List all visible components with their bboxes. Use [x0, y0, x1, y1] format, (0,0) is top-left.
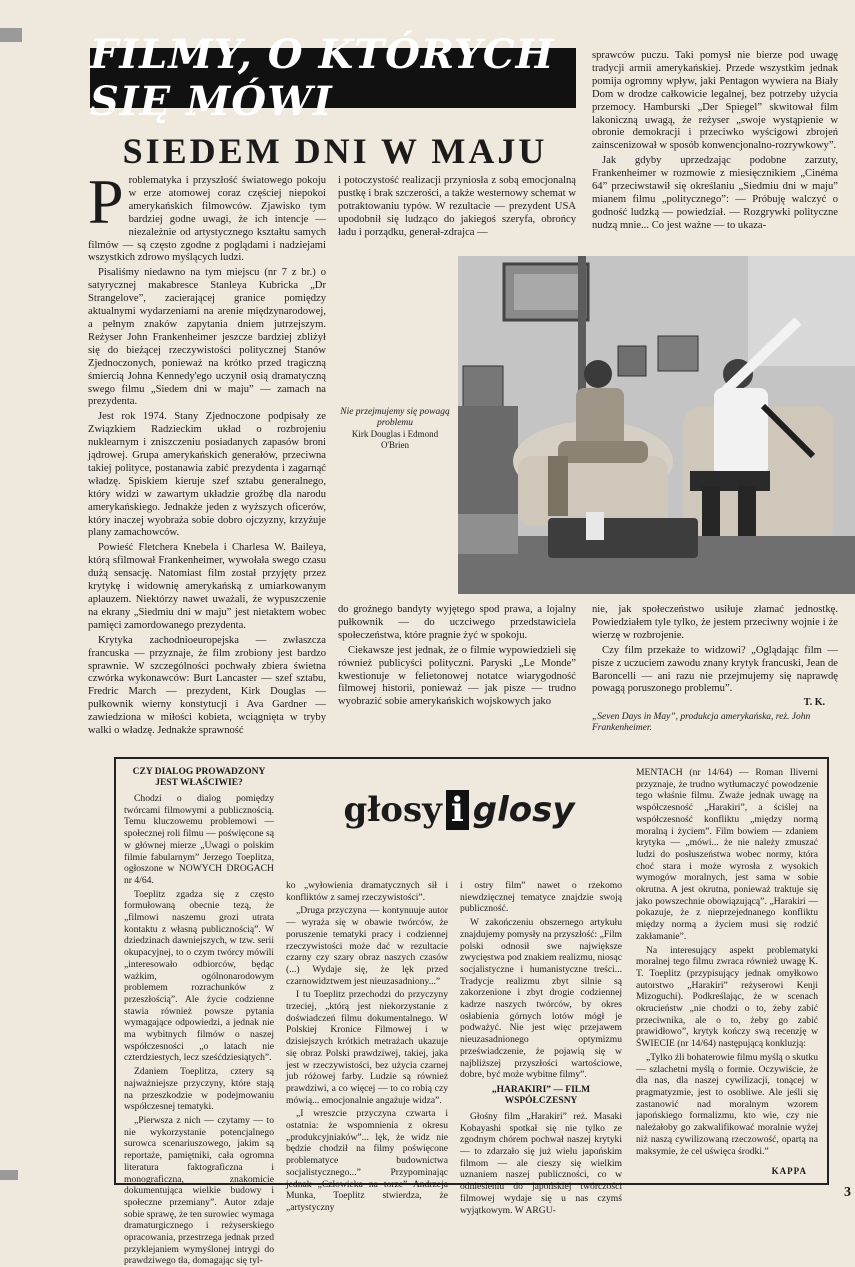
- article-paragraph: I tu Toeplitz przechodzi do przyczyny trzeciej, „którą jest niekorzystanie z doświadczeń filmu dokumentalnego. W Polskiej Kronice Filmowej i w dzisiejszych krótkich metrażach ukazuje się obraz Polski prawdziwej, takiej, jaka jest w rzeczywistości, bez użycia czarnej jub różowej farby. Ludzie są również prawdziwi, a co więcej — to co robią czy mówią... emocjonalnie angażuje widza”.: [286, 989, 448, 1106]
- article-paragraph: Pisaliśmy niedawno na tym miejscu (nr 7 z br.) o satyrycznej makabresce Stanleya Kubricka „Dr Strangelove”, zacierającej granice pomiędzy aktualnymi wydarzeniami na arenie międzynarodowej, a pełnym znaków zapytania dniem jutrzejszym. Reżyser John Frankenheimer jeszcze bardziej zbliżył się do bieżącej rzeczywistości politycznej Stanów Zjednoczonych, ponieważ na krótko przed tragiczną śmiercią Johna Kennedy'ego uczynił osią dramatyczną swego filmu „Siedem dni w maju” — zamach na prezydenta.: [88, 267, 326, 408]
- edge-mark: [0, 1170, 18, 1180]
- article-paragraph: Na interesujący aspekt problematyki moralnej tego filmu zwraca również uwagę K. T. Toeplitz (przypisujący jednak omyłkowo autorstwo „Harakiri” reżyserowi Kenji Mizoguchi). Podkreślając, że w scenach okrucieństw „nie chodzi o to, żeby zabić przeciwnika, ale o to, żeby go zabić prawidłowo”, krytyk kończy swą recenzję w ŚWIECIE (nr 14/64) następującą konkluzją:: [636, 944, 818, 1050]
- article-paragraph: Toeplitz zgadza się z często formułowaną obecnie tezą, że „filmowi naszemu grozi utrata kontaktu z własną publicznością”. W dziedzinach dawniejszych, w tzw. serii okupacyjnej, to o czym twórcy mówili „interesowało odbiorców, będąc ważkim, ogólnonarodowym problemem rozrachunków z przeszłością”. Ale życie codzienne stawia również powsze pytania wymagające odpowiedzi, a jednak nie ma wybitnych filmów o naszej współczesności „o latach nie czterdziestych, lecz sześćdziesiątych”.: [124, 888, 274, 1064]
- article-paragraph: Ciekawsze jest jednak, że o filmie wypowiedzieli się również publicyści polityczni. Paryski „Le Monde” kwestionuje w felietonowej notatce wiarygodność filmowej historii, ponieważ — jak pisze — trudno wyobrazić sobie amerykańskich wojskowych jako: [338, 644, 576, 708]
- article-paragraph: Powieść Fletchera Knebela i Charlesa W. Baileya, którą sfilmował Frankenheimer, wywołała swego czasu dużą sensację. Natomiast film został przyjęty przez krytykę i widownię amerykańską z umiarkowanym aplauzem. Niektórzy nawet uważali, że wypuszczenie na ekrany „Siedmiu dni w maju” jest nietaktem wobec pamięci zamordowanego prezydenta.: [88, 542, 326, 631]
- photo-caption-text: Nie przejmujemy się powagą problemu: [340, 407, 450, 428]
- article-signature: T. K.: [803, 697, 825, 708]
- article-paragraph: „I wreszcie przyczyna czwarta i ostatnia: że wspomnienia z okresu „produkcyjniaków”... lęk, że widz nie będzie chodził na filmy poświęcone problematyce budownictwa socjalistycznego...” Przypominając jednak „Człowieka na torze” Andrzeja Munka, Toeplitz stwierdza, że „artystyczny: [286, 1108, 448, 1213]
- article-paragraph: Czy film przekaże to widzowi? „Oglądając film — pisze z uczuciem zawodu znany krytyk francuski, Jean de Baroncelli — ani razu nie przejmujemy się naprawdę powagą poruszonego problemu”.: [592, 644, 838, 695]
- film-still-photo: [458, 256, 855, 594]
- photo-credit: Kirk Douglas i Edmond O'Brien: [351, 429, 439, 450]
- article-column-3-top: [592, 50, 838, 254]
- article-paragraph: „Tylko źli bohaterowie filmu myślą o skutku — szlachetni myślą o formie. Oczywiście, że dla nas, dla naszej cywilizacji, tonącej w pragmatyzmie, jest to osobliwe. Ale jeśli się zastanowić nad moralnym wzorem japońskiego formalizmu, kto wie, czy nie należałoby go zakwalifikować moralnie wyżej niż naszą cywilizowaną rzeczowość, opartą na maksymie, że cel uświęca środki.”: [636, 1051, 818, 1157]
- drop-cap: P: [88, 166, 124, 237]
- photo-caption: [338, 407, 452, 451]
- article-paragraph: i ostry film” nawet o rzekomo niewdzięcznej tematyce znajdzie swoją publiczność.: [460, 880, 622, 915]
- article-column-1: [88, 166, 326, 737]
- article-paragraph: sprawców puczu. Taki pomysł nie bierze pod uwagę tradycji armii amerykańskiej. Przede wszystkim jednak pomija ogromny wpływ, jaki Pentagon wywiera na Biały Dom w drodze całkowicie legalnej, bez potrzeby użycia przemocy. Hamburski „Der Spiegel” skwitował film lakoniczną uwagą, że reżyser „swoje wystąpienie w obronie demokracji i przeciwko wyścigowi zbrojeń zainscenizował w sposób konwencjonalno-rozrywkowy”.: [592, 50, 838, 152]
- article-paragraph: Krytyka zachodnioeuropejska — zwłaszcza francuska — przyznaje, że film zrobiony jest bardzo sprawnie. W szczególności pochwały zbiera świetna czwórka wykonawców: Burt Lancaster — szef sztabu, Fredric March — prezydent, Kirk Douglas — pułkownik wierny konstytucji i Ava Gardner — zawiedziona w miłości kobieta, wciągnięta w tryby walki o władzę. Jednakże sprawność: [88, 634, 326, 737]
- article-paragraph: i potoczystość realizacji przyniosła z sobą emocjonalną pustkę i brak szczerości, a także westernowy schemat w potraktowaniu typów. W rezultacie — prezydent USA upodobnił się ludząco do jakiegoś szeryfa, obrońcy ładu i porządku, generał-zdrajca —: [338, 175, 576, 238]
- edge-mark: [0, 28, 22, 42]
- article-paragraph: nie, jak społeczeństwo usiłuje złamać jednostkę. Powiedziałem tyle tylko, że jestem przeciwny wojnie i że wierzę w rozbrojenie.: [592, 604, 838, 641]
- page-number: 3: [844, 1185, 851, 1200]
- article-column-3-bottom: [592, 604, 838, 696]
- film-footnote: „Seven Days in May”, produkcja amerykańska, reż. John Frankenheimer.: [592, 712, 811, 733]
- article-title: SIEDEM DNI W MAJU: [122, 131, 548, 171]
- glosy-column-3: [460, 880, 622, 1216]
- subsection-heading: „HARAKIRI” — FILM WSPÓŁCZESNY: [491, 1084, 591, 1106]
- glosy-column-1: [124, 767, 274, 1267]
- article-paragraph: Chodzi o dialog pomiędzy twórcami filmowymi a publicznością. Temu kluczowemu problemowi — społecznej roli filmu — poświęcone są w głównej mierze „Uwagi o polskim filmie fabularnym” Jerzego Toeplitza, ogłoszone w NOWYCH DROGACH nr 4/64.: [124, 793, 274, 886]
- article-paragraph: Problematyka i przyszłość światowego pokoju w erze atomowej coraz częściej niepokoi amerykańskich filmowców. Zjawisko tym bardziej godne uwagi, że ich intencje — niezależnie od artystycznego kształtu samych filmów — są często zgodne z poglądami i nadziejami wszystkich zdrowo myślących ludzi.: [88, 166, 326, 264]
- glosy-column-4: [636, 767, 818, 1167]
- glosy-signature: KAPPA: [771, 1166, 807, 1176]
- subsection-heading: CZY DIALOG PROWADZONY JEST WŁAŚCIWIE?: [132, 767, 266, 788]
- article-paragraph: Jak gdyby uprzedzając podobne zarzuty, Frankenheimer w rozmowie z miesięcznikiem „Cinéma 64” przeciwstawił się określaniu „Siedmiu dni w maju” mianem filmu „politycznego”: — Próbuję walczyć o godność ludzką — powiedział. — Rozgrywki polityczne nudzą mnie... Co jest ważne — to ukaza-: [592, 155, 838, 231]
- article-paragraph: ko „wyłowienia dramatycznych sił i konfliktów z samej rzeczywistości”.: [286, 880, 448, 903]
- film-still-illustration: [458, 256, 855, 594]
- article-column-2-bottom: [338, 604, 576, 734]
- article-paragraph: Zdaniem Toeplitza, cztery są najważniejsze przyczyny, które stają na przeszkodzie w podejmowaniu współczesnej tematyki.: [124, 1066, 274, 1113]
- article-paragraph: Jest rok 1974. Stany Zjednoczone podpisały ze Związkiem Radzieckim układ o rozbrojeniu nuklearnym i zniszczeniu posiadanych zapasów broni jądrowej. Grupa amerykańskich generałów, przeciwna takiej polityce, postanawia zabić prezydenta i zagarnąć władzę. Spiskiem kieruje szef sztabu generalnego, który widzi w zawartym układzie groźbę dla narodu amerykańskiego. Jednakże jeden z wyższych oficerów, który inaczej wyobraża sobie dobro ojczyzny, krzyżuje plany zamachowców.: [88, 411, 326, 539]
- glosy-column-2: [286, 880, 448, 1213]
- article-paragraph: „Pierwsza z nich — czytamy — to nie wykorzystanie potencjalnego surowca scenariuszowego, jakim są reportaże, pamiętniki, cała ogromna literatura faktograficzna i monograficzna, znakomicie dokumentująca wielkie budowy i społeczne przemiany”. Autor zdaje sobie sprawę, że ten surowiec wymaga dramaturgicznego i reżyserskiego opracowania, przestrzega jednak przed przyklejaniem wymyślonej intrygi do prawdziwego tła, domagając się tyl-: [124, 1114, 274, 1267]
- article-paragraph: MENTACH (nr 14/64) — Roman Iliverni przyznaje, że trudno wytłumaczyć powodzenie tego właśnie filmu. Zważe jednak uwagę na współczesność „Harakiri”, a ściślej na współczesność konfliktu „między normą moralną i życiem”. Film bowiem — zdaniem krytyka — „mówi... że nie należy zmuszać ludzi do posłuszeństwa wobec normy, która choć stara i może wyrosła z wysokich wymogów moralnych, jest sama w sobie okrutna. A jest okrutna, ponieważ traktuje się jako powszechnie obowiązującą”. „Harakiri — pokazuje, że z nieprzejednanego konfliktu między normą a życiem musi się rodzić zakłamanie”.: [636, 767, 818, 942]
- glosy-i-glosy-logo: głosy i glosy: [343, 790, 575, 830]
- article-paragraph: Głośny film „Harakiri” reż. Masaki Kobayashi spotkał się nie tylko ze zgodnym chórem pochwał naszej krytyki — to zdarzało się już wielu japońskim filmom — ale cieszy się wielkim uznaniem naszej publiczności, co w odniesieniu do japońskiej twórczości filmowej wydaje się u nas czymś wyjątkowym. W ARGU-: [460, 1110, 622, 1216]
- article-paragraph: „Druga przyczyna — kontynuuje autor — wyraża się w obawie twórców, że poruszenie tematyki pracy i codziennej rzeczywistości może dać w rezultacie czarny czy szary obraz naszych czasów (...) Wydaje się, że lęk przed czarnowidztwem jest nieuzasadniony...”: [286, 905, 448, 987]
- article-paragraph: W zakończeniu obszernego artykułu znajdujemy pomysły na przyszłość: „Film polski odnosił swe największe zwycięstwa pod znakiem realizmu, niosąc socjalistyczne i humanistyczne treści... Tradycje realizmu zbyt silnie są zakorzenione i zbyt drogie codziennej kadrze naszych twórców, by okres osłabienia górnych lotów mógł je podważyć. Nie jest więc przejawem nieuzasadnionego optymizmu przeświadczenie, że pojawią się w najbliższej przyszłości wartościowe, dobre, być może wybitne filmy”.: [460, 917, 622, 1081]
- section-banner: FILMY, O KTÓRYCH SIĘ MÓWI: [90, 48, 576, 108]
- article-column-2-top: [338, 175, 576, 253]
- article-paragraph: do groźnego bandyty wyjętego spod prawa, a lojalny pułkownik — do uczciwego przedstawiciela społeczeństwa, które pragnie żyć w spokoju.: [338, 604, 576, 641]
